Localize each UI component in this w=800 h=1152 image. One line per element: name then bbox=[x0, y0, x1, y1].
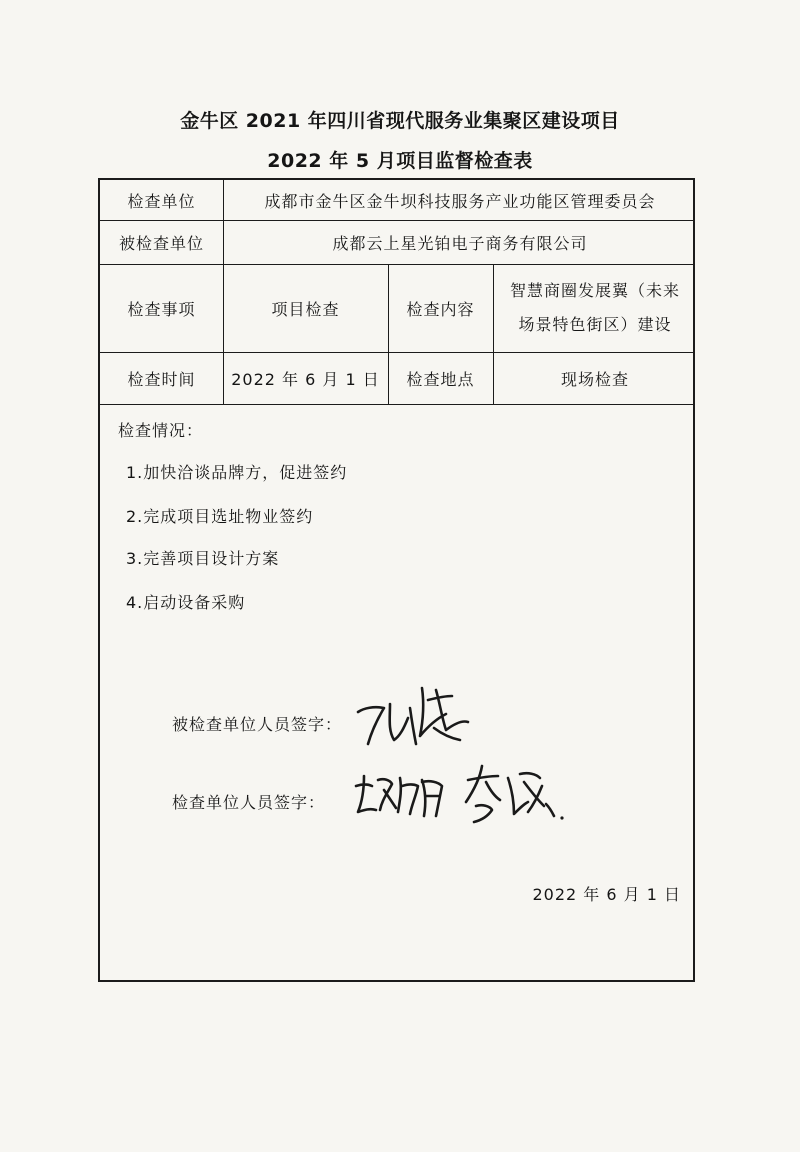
situation-item: 3.完善项目设计方案 bbox=[126, 549, 280, 568]
document-title-line1: 金牛区 2021 年四川省现代服务业集聚区建设项目 bbox=[180, 110, 620, 132]
inspecting-unit-label: 检查单位 bbox=[127, 191, 196, 211]
situation-heading: 检查情况： bbox=[118, 421, 204, 440]
inspection-content-value bbox=[493, 264, 697, 352]
inspection-location-label: 检查地点 bbox=[406, 369, 475, 389]
inspection-content-line1: 智慧商圈发展翼（未来 bbox=[509, 281, 680, 300]
inspection-form-table bbox=[98, 178, 695, 982]
document-title-line2: 2022 年 5 月项目监督检查表 bbox=[267, 150, 533, 172]
row-divider bbox=[100, 404, 693, 405]
inspected-unit-value: 成都云上星光铂电子商务有限公司 bbox=[332, 233, 588, 253]
inspecting-signature-2 bbox=[458, 760, 568, 828]
inspection-item-value: 项目检查 bbox=[271, 299, 340, 319]
footer-date: 2022 年 6 月 1 日 bbox=[532, 885, 681, 904]
inspecting-unit-value: 成都市金牛区金牛坝科技服务产业功能区管理委员会 bbox=[264, 191, 656, 211]
inspection-time-label: 检查时间 bbox=[127, 369, 196, 389]
inspecting-signature-1 bbox=[350, 766, 450, 826]
inspection-item-label: 检查事项 bbox=[127, 299, 196, 319]
situation-item: 2.完成项目选址物业签约 bbox=[126, 507, 314, 526]
inspection-time-value: 2022 年 6 月 1 日 bbox=[231, 369, 380, 389]
situation-item: 4.启动设备采购 bbox=[126, 593, 246, 612]
inspection-content-label: 检查内容 bbox=[406, 299, 475, 319]
inspection-content-line2: 场景特色街区）建设 bbox=[518, 315, 672, 334]
inspection-location-value: 现场检查 bbox=[560, 369, 629, 389]
situation-item: 1.加快洽谈品牌方，促进签约 bbox=[126, 463, 348, 482]
inspecting-signature-label: 检查单位人员签字： bbox=[172, 793, 326, 812]
inspected-unit-label: 被检查单位 bbox=[118, 233, 204, 253]
inspected-signature bbox=[350, 678, 480, 756]
inspected-signature-label: 被检查单位人员签字： bbox=[172, 715, 343, 734]
